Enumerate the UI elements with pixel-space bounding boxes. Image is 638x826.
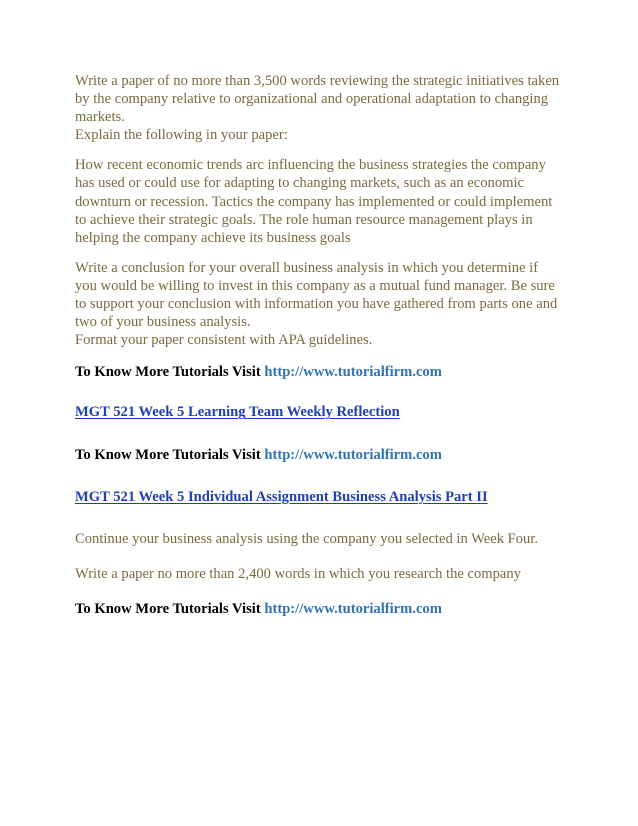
trends-line: to achieve their strategic goals. The role human resource management plays in (75, 211, 533, 228)
analysis-link-line (75, 488, 570, 506)
intro-line: markets. (75, 109, 125, 126)
promo-url-link[interactable]: http://www.tutorialfirm.com (264, 600, 442, 617)
conclusion-line: two of your business analysis. (75, 314, 251, 331)
conclusion-paragraph (75, 259, 570, 349)
conclusion-line: Write a conclusion for your overall business analysis in which you determine if (75, 259, 539, 276)
intro-paragraph (75, 72, 570, 144)
conclusion-line: to support your conclusion with information you have gathered from parts one and (75, 296, 558, 313)
analysis-link[interactable]: MGT 521 Week 5 Individual Assignment Business Analysis Part II (75, 488, 488, 505)
trends-line: has used or could use for adapting to changing markets, such as an economic (75, 175, 525, 192)
promo-label: To Know More Tutorials Visit (75, 600, 261, 617)
trends-line: helping the company achieve its business goals (75, 229, 351, 246)
trends-line: How recent economic trends arc influencing the business strategies the company (75, 157, 546, 174)
paper-line: Write a paper no more than 2,400 words in which you research the company (75, 565, 521, 582)
promo-url-link[interactable]: http://www.tutorialfirm.com (264, 364, 442, 381)
promo-line-2 (75, 446, 570, 464)
document-page (75, 72, 570, 618)
promo-url-link[interactable]: http://www.tutorialfirm.com (264, 446, 442, 463)
reflection-link-line (75, 403, 570, 421)
conclusion-line: you would be willing to invest in this company as a mutual fund manager. Be sure (75, 277, 555, 294)
intro-line: Explain the following in your paper: (75, 127, 288, 144)
intro-line: by the company relative to organizational and operational adaptation to changing (75, 91, 549, 108)
promo-label: To Know More Tutorials Visit (75, 364, 261, 381)
intro-line: Write a paper of no more than 3,500 words reviewing the strategic initiatives taken (75, 73, 560, 89)
continue-line: Continue your business analysis using the company you selected in Week Four. (75, 530, 539, 547)
promo-line-3 (75, 600, 570, 618)
paper-paragraph (75, 565, 570, 583)
promo-line-1 (75, 363, 570, 381)
reflection-link[interactable]: MGT 521 Week 5 Learning Team Weekly Reflection (75, 404, 400, 421)
trends-line: downturn or recession. Tactics the company has implemented or could implement (75, 193, 553, 210)
trends-paragraph (75, 156, 570, 246)
conclusion-line: Format your paper consistent with APA guidelines. (75, 332, 373, 349)
promo-label: To Know More Tutorials Visit (75, 446, 261, 463)
continue-paragraph (75, 530, 570, 548)
